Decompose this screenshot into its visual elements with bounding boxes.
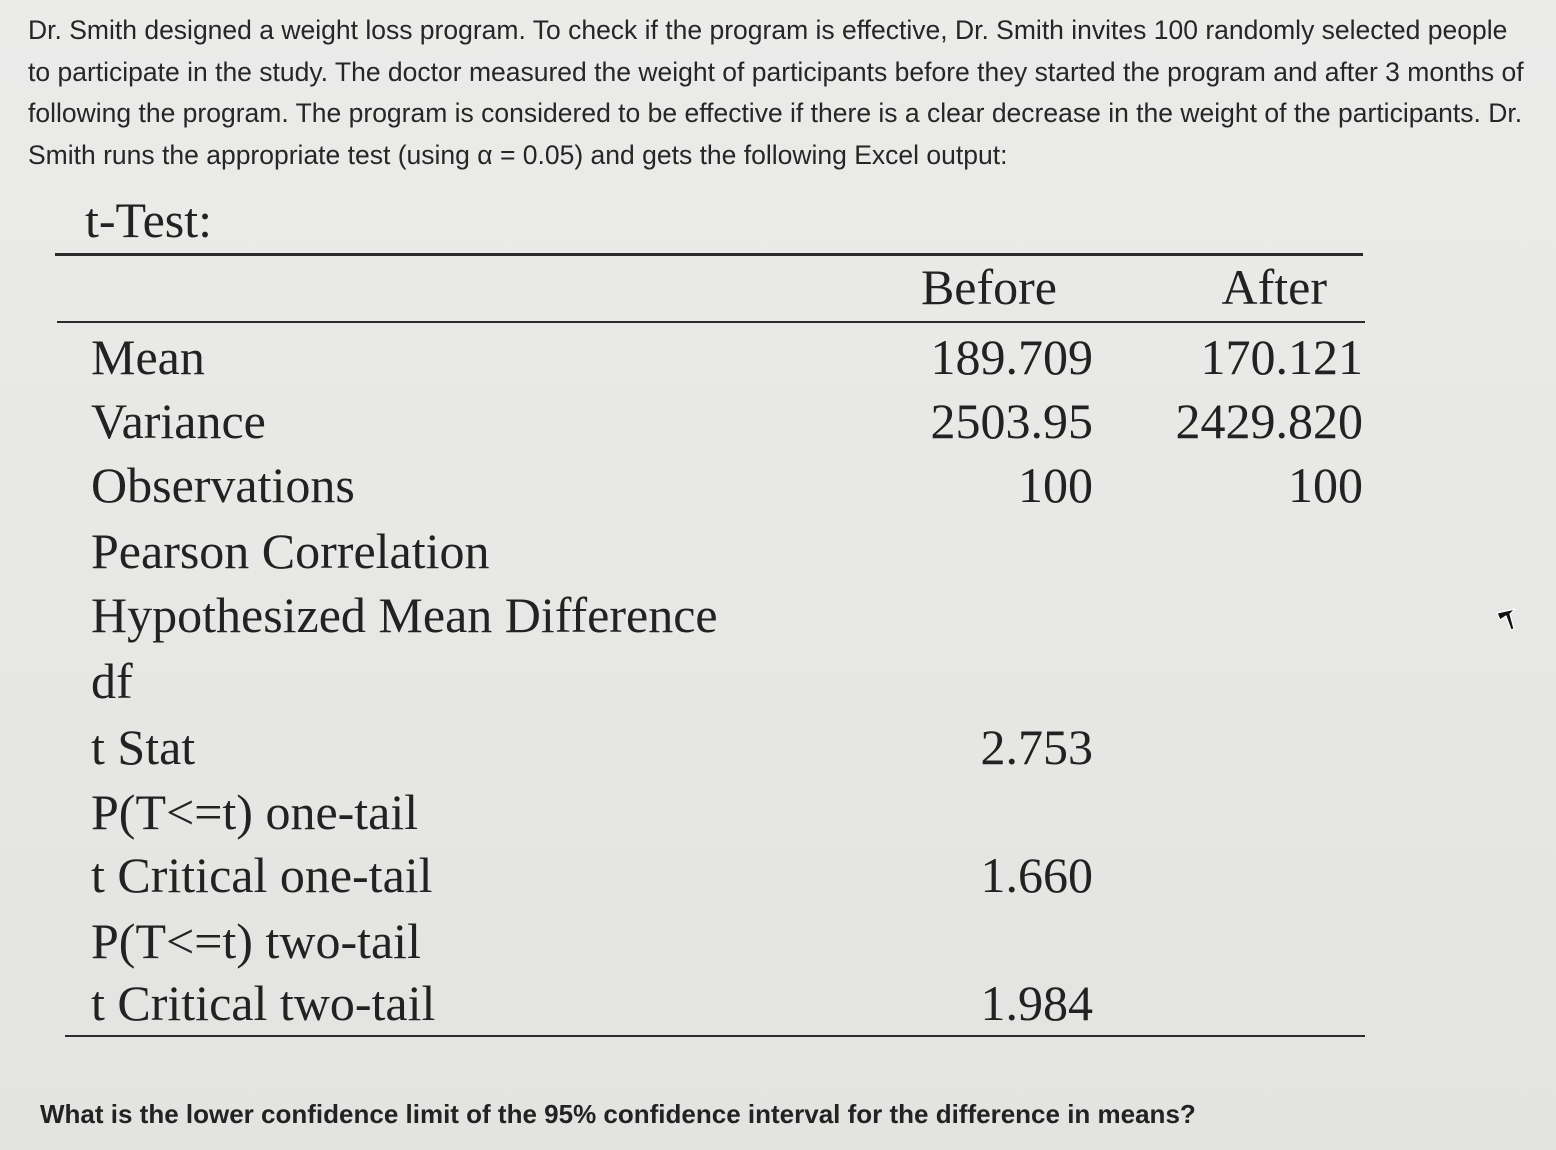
row-label: t Critical one-tail [91,847,433,903]
table-row-variance [91,389,1363,453]
after-value: 100 [1288,457,1363,513]
table-row-t-critical-one-tail [91,843,1331,907]
row-label: t Stat [91,719,196,775]
row-label: Observations [91,457,355,513]
before-value: 1.660 [980,847,1093,903]
table-row-t-stat [91,715,1331,779]
row-label: Hypothesized Mean Difference [91,587,718,643]
before-value: 100 [1018,457,1093,513]
table-row-df [91,649,1331,713]
header-rule [57,321,1365,323]
row-label: Variance [91,393,266,449]
table-row-t-critical-two-tail [91,971,1331,1035]
table-row-observations [91,453,1363,517]
table-row-p-two-tail [91,909,1331,973]
row-label: t Critical two-tail [91,975,436,1031]
before-value: 1.984 [980,975,1093,1031]
after-value: 170.121 [1200,329,1363,385]
table-bottom-rule [65,1035,1365,1037]
row-label: P(T<=t) two-tail [91,913,421,969]
row-label: P(T<=t) one-tail [91,784,419,840]
table-top-rule [55,253,1363,256]
after-value: 2429.820 [1175,393,1363,449]
before-value: 2.753 [980,719,1093,775]
row-label: Mean [91,329,205,385]
table-row-p-one-tail [91,780,1331,844]
table-row-hypothesized-mean-difference [91,583,1331,647]
ttest-output-table [55,185,1365,1055]
table-row-pearson-correlation [91,519,1331,583]
row-label: df [91,653,133,709]
before-value: 2503.95 [930,393,1093,449]
mouse-pointer-icon [1493,603,1519,633]
column-header-before: Before [920,259,1057,315]
question-text: What is the lower confidence limit of the 95% confidence interval for the difference in means? [40,1099,1196,1129]
ttest-title: t-Test: [85,192,213,248]
problem-statement: Dr. Smith designed a weight loss program. To check if the program is effective, Dr. Smith invites 100 randomly selected people to participate in the study. The doctor measured the weight of participants before they started the program and after 3 months of following the program. The program is considered to be effective if there is a clear decrease in the weight of the participants. Dr. Smith runs the appropriate test (using α = 0.05) and gets the following Excel output: [28,15,1524,170]
row-label: Pearson Correlation [91,523,490,579]
before-value: 189.709 [930,329,1093,385]
table-row-mean [91,325,1363,389]
column-header-after: After [1221,259,1327,315]
